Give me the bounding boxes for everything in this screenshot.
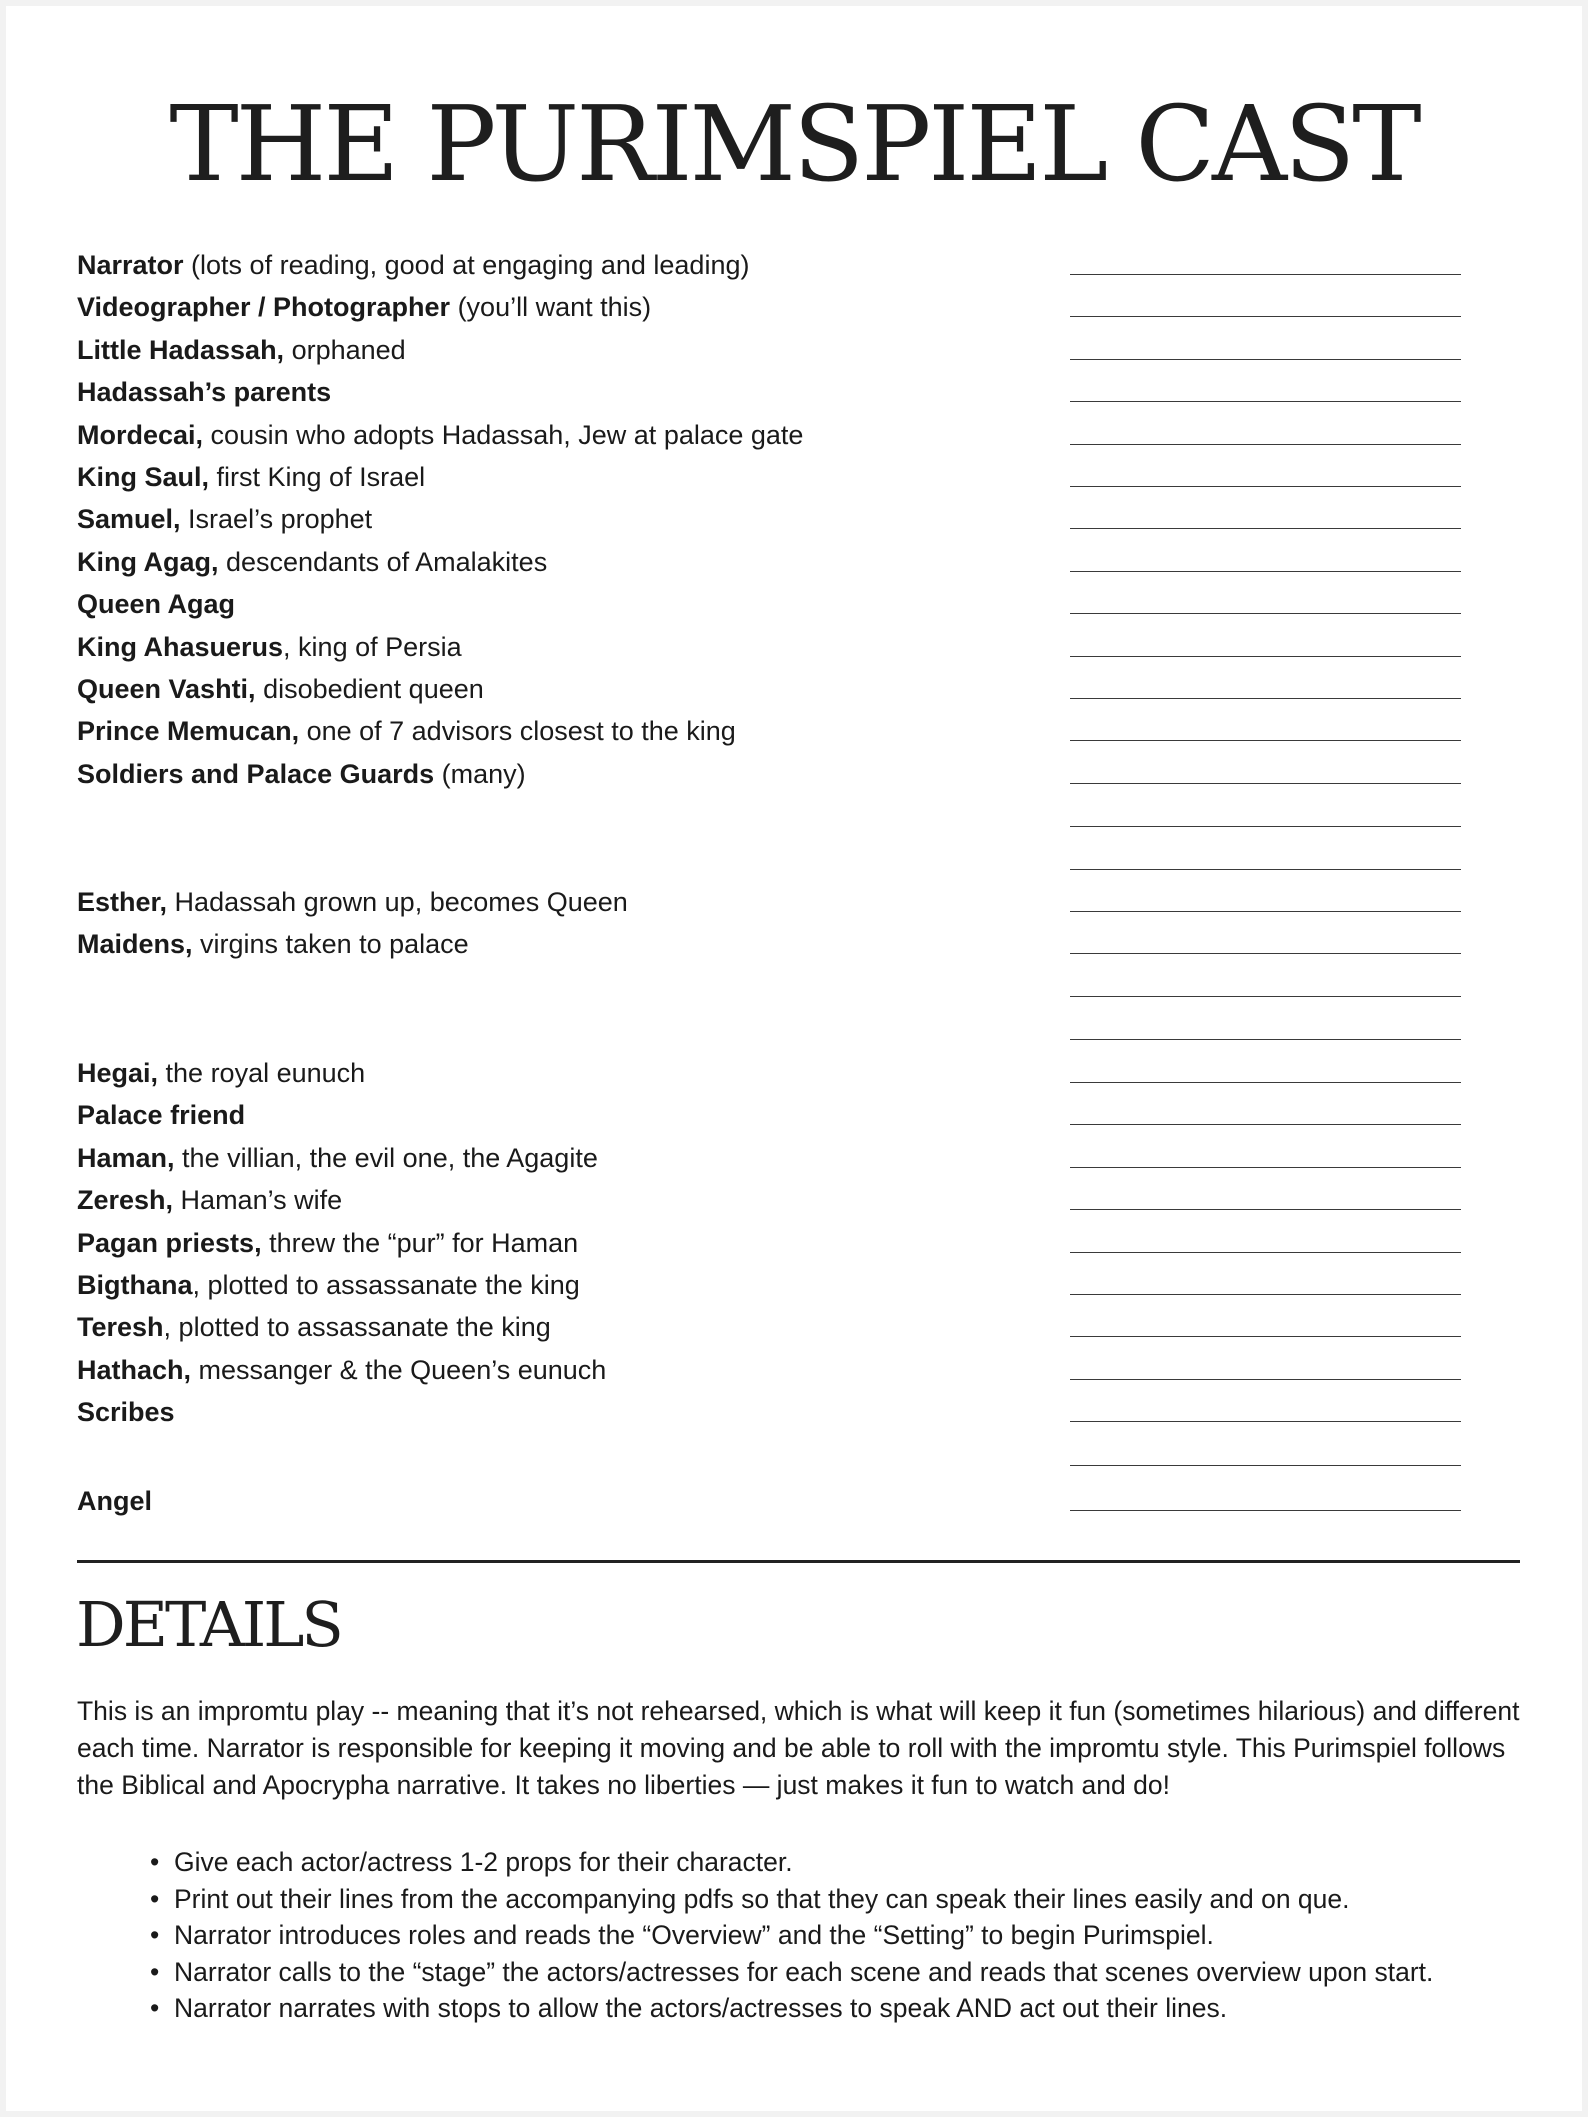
role-name: Hathach,: [77, 1355, 192, 1385]
signup-line: [1070, 1465, 1461, 1466]
role-name: Narrator: [77, 250, 184, 280]
bullet-text: Narrator narrates with stops to allow the actors/actresses to speak AND act out their lines.: [174, 1993, 1228, 2023]
signup-line: [1070, 613, 1461, 614]
cast-role: [77, 549, 547, 576]
bullet-icon: •: [150, 1883, 160, 1914]
signup-line: [1070, 316, 1461, 317]
cast-role: [77, 591, 235, 618]
cast-role: [77, 252, 749, 279]
role-name: Little Hadassah,: [77, 335, 285, 365]
role-name: Bigthana: [77, 1270, 193, 1300]
role-name: King Agag,: [77, 547, 219, 577]
signup-line: [1070, 1379, 1461, 1380]
role-name: Hadassah’s parents: [77, 377, 332, 407]
cast-role: [77, 1399, 175, 1426]
role-name: Mordecai,: [77, 420, 204, 450]
signup-line: [1070, 1336, 1461, 1337]
role-name: Haman,: [77, 1143, 175, 1173]
role-description: descendants of Amalakites: [218, 547, 548, 577]
signup-line: [1070, 401, 1461, 402]
signup-line: [1070, 486, 1461, 487]
signup-line: [1070, 698, 1461, 699]
cast-role: [77, 422, 803, 449]
bullet-icon: •: [150, 1920, 160, 1950]
role-description: virgins taken to palace: [192, 929, 469, 959]
cast-role: [77, 889, 628, 916]
cast-role: [77, 294, 651, 321]
cast-role: [77, 634, 462, 661]
role-description: one of 7 advisors closest to the king: [299, 716, 736, 746]
signup-line: [1070, 953, 1461, 954]
role-name: King Saul,: [77, 462, 210, 492]
role-name: Queen Agag: [77, 589, 236, 619]
signup-line: [1070, 1167, 1461, 1168]
signup-line: [1070, 1421, 1461, 1422]
cast-role: [77, 1314, 551, 1341]
cast-role: [77, 1060, 365, 1087]
role-description: first King of Israel: [209, 462, 426, 492]
role-description: disobedient queen: [255, 674, 484, 704]
role-description: Israel’s prophet: [180, 504, 373, 534]
list-item: [150, 1917, 1433, 1954]
section-divider: [77, 1560, 1520, 1563]
role-description: (many): [434, 759, 526, 789]
role-name: Pagan priests,: [77, 1228, 262, 1258]
signup-line: [1070, 528, 1461, 529]
role-name: Soldiers and Palace Guards: [77, 759, 435, 789]
bullet-text: Narrator calls to the “stage” the actors/actresses for each scene and reads that scenes overview upon start.: [174, 1956, 1434, 1987]
role-description: Hadassah grown up, becomes Queen: [167, 887, 628, 917]
cast-role: [77, 931, 469, 958]
role-description: , plotted to assassanate the king: [163, 1312, 551, 1342]
cast-role: [77, 1145, 598, 1172]
role-description: , king of Persia: [283, 632, 462, 662]
signup-line: [1070, 783, 1461, 784]
signup-line: [1070, 1209, 1461, 1210]
signup-line: [1070, 996, 1461, 997]
details-bullet-list: [150, 1844, 1433, 2027]
signup-line: [1070, 869, 1461, 870]
cast-role: [77, 1230, 578, 1257]
signup-line: [1070, 1039, 1461, 1040]
role-name: Palace friend: [77, 1100, 246, 1130]
signup-line: [1070, 911, 1461, 912]
cast-role: [77, 1102, 245, 1129]
list-item: [150, 1844, 1433, 1881]
role-name: Queen Vashti,: [77, 674, 256, 704]
signup-line: [1070, 656, 1461, 657]
details-paragraph: This is an impromtu play -- meaning that it’s not rehearsed, which is what will keep it fun (sometimes hilarious) and different each time. Narrator is responsible for keeping it moving and be able to roll with the impromtu style. This Purimspiel follows the Biblical and Apocrypha narrative. It takes no liberties — just makes it fun to watch and do!: [77, 1696, 1520, 1800]
cast-role: [77, 1187, 342, 1214]
role-name: Videographer / Photographer: [77, 292, 451, 322]
bullet-text: Print out their lines from the accompanying pdfs so that they can speak their lines easily and on que.: [174, 1883, 1350, 1914]
signup-line: [1070, 274, 1461, 275]
cast-role: [77, 337, 406, 364]
cast-role: [77, 676, 484, 703]
role-description: messanger & the Queen’s eunuch: [191, 1355, 607, 1385]
role-description: , plotted to assassanate the king: [192, 1270, 580, 1300]
role-description: threw the “pur” for Haman: [261, 1228, 579, 1258]
role-name: Prince Memucan,: [77, 716, 300, 746]
role-name: Teresh: [77, 1312, 164, 1342]
role-description: cousin who adopts Hadassah, Jew at palace gate: [203, 420, 804, 450]
role-name: Maidens,: [77, 929, 193, 959]
role-name: Esther,: [77, 887, 168, 917]
role-description: (lots of reading, good at engaging and leading): [183, 250, 750, 280]
page-title: THE PURIMSPIEL CAST: [169, 83, 1419, 205]
signup-line: [1070, 740, 1461, 741]
details-heading: DETAILS: [76, 1588, 341, 1661]
cast-role: [77, 1272, 580, 1299]
signup-line: [1070, 1252, 1461, 1253]
list-item: [150, 1954, 1433, 1991]
bullet-text: Narrator introduces roles and reads the “Overview” and the “Setting” to begin Purimspiel.: [174, 1920, 1214, 1950]
cast-role: [77, 1357, 606, 1384]
cast-role: [77, 506, 372, 533]
cast-role: [77, 718, 736, 745]
signup-line: [1070, 1082, 1461, 1083]
role-name: Zeresh,: [77, 1185, 174, 1215]
signup-line: [1070, 359, 1461, 360]
bullet-icon: •: [150, 1956, 160, 1987]
role-name: Angel: [77, 1486, 153, 1516]
cast-role: [77, 1488, 152, 1515]
role-name: King Ahasuerus: [77, 632, 284, 662]
role-name: Scribes: [77, 1397, 175, 1427]
signup-line: [1070, 444, 1461, 445]
role-description: (you’ll want this): [450, 292, 652, 322]
cast-role: [77, 761, 526, 788]
role-description: the royal eunuch: [158, 1058, 366, 1088]
bullet-icon: •: [150, 1847, 160, 1877]
list-item: [150, 1881, 1433, 1918]
signup-line: [1070, 1294, 1461, 1295]
role-description: Haman’s wife: [173, 1185, 343, 1215]
signup-line: [1070, 826, 1461, 827]
signup-line: [1070, 1124, 1461, 1125]
role-description: the villian, the evil one, the Agagite: [174, 1143, 598, 1173]
role-name: Samuel,: [77, 504, 181, 534]
cast-role: [77, 464, 425, 491]
role-description: orphaned: [284, 335, 406, 365]
signup-line: [1070, 1510, 1461, 1511]
role-name: Hegai,: [77, 1058, 159, 1088]
bullet-icon: •: [150, 1993, 160, 2023]
list-item: [150, 1990, 1433, 2027]
signup-line: [1070, 571, 1461, 572]
cast-role: [77, 379, 331, 406]
bullet-text: Give each actor/actress 1-2 props for their character.: [174, 1847, 793, 1877]
